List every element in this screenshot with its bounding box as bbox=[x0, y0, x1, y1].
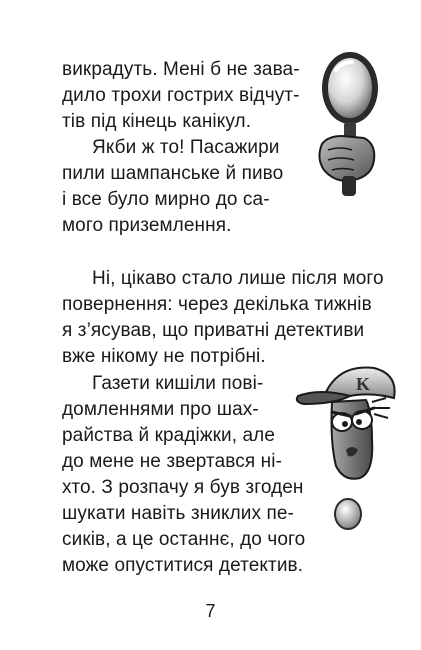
text-line: райства й крадіжки, але bbox=[62, 425, 276, 446]
detective-character-cap-icon bbox=[290, 362, 406, 532]
text-line: Газети кишіли пові- bbox=[92, 373, 264, 394]
text-line: я з’ясував, що приватні детективи bbox=[62, 320, 365, 341]
text-line: пили шампанське й пиво bbox=[62, 163, 284, 184]
text-line: повернення: через декілька тижнів bbox=[62, 294, 372, 315]
text-line: Якби ж то! Пасажири bbox=[92, 137, 280, 158]
text-line: викрадуть. Мені б не зава- bbox=[62, 59, 300, 80]
text-line: хто. З розпачу я був згоден bbox=[62, 477, 304, 498]
cap-letter: K bbox=[356, 374, 371, 394]
text-line: може опуститися детектив. bbox=[62, 555, 304, 576]
text-line: сиків, а це останнє, до чого bbox=[62, 529, 306, 550]
text-line: до мене не звертався ні- bbox=[62, 451, 282, 472]
page-number: 7 bbox=[205, 601, 216, 621]
text-line: мого приземлення. bbox=[62, 215, 232, 236]
magnifying-glass-in-hand-icon bbox=[306, 48, 390, 198]
text-line: домленнями про шах- bbox=[62, 399, 259, 420]
text-line: дило трохи гострих відчут- bbox=[62, 85, 300, 106]
text-line: вже нікому не потрібні. bbox=[62, 346, 266, 367]
text-line: шукати навіть зниклих пе- bbox=[62, 503, 294, 524]
text-line: і все було мирно до са- bbox=[62, 189, 270, 210]
text-line: тів під кінець канікул. bbox=[62, 111, 252, 132]
text-line: Ні, цікаво стало лише після мого bbox=[92, 268, 384, 289]
